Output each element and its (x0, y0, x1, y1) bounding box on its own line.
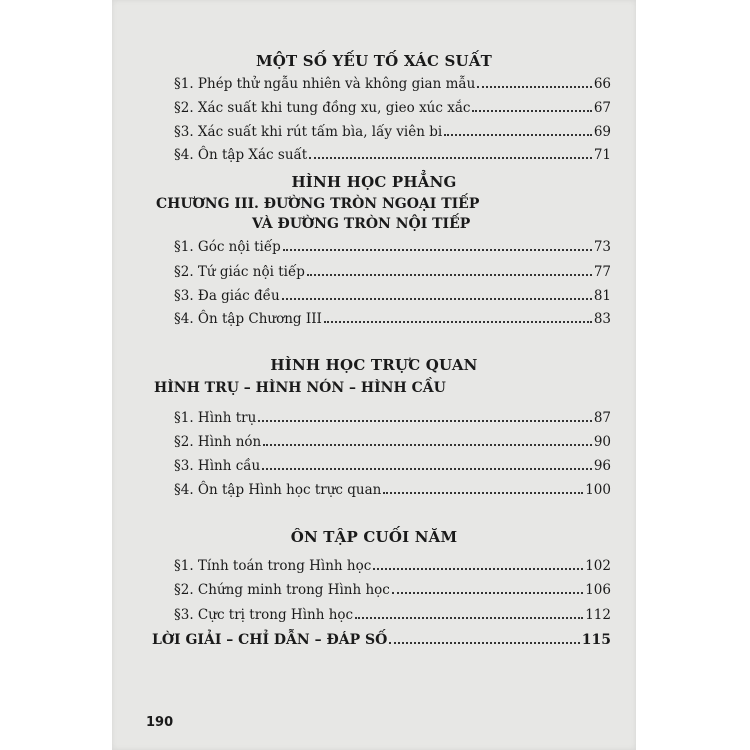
toc-entry-label: §3. Đa giác đều (174, 288, 280, 304)
toc-entry (174, 122, 611, 140)
toc-entry-label: §2. Xác suất khi tung đồng xu, gieo xúc xắc (174, 100, 471, 116)
toc-entry (174, 262, 611, 280)
toc-entry-label: §4. Ôn tập Xác suất (174, 147, 308, 163)
toc-entry-label: §2. Hình nón (174, 434, 262, 450)
leader-dots (383, 492, 583, 494)
leader-dots (282, 298, 592, 300)
toc-entry-page: 83 (593, 311, 611, 327)
leader-dots (258, 420, 592, 422)
leader-dots (472, 110, 591, 112)
chapter-heading-continued: VÀ ĐƯỜNG TRÒN NỘI TIẾP (252, 216, 471, 232)
toc-entry-page: 67 (593, 100, 611, 116)
toc-entry-page: 96 (593, 458, 611, 474)
leader-dots (355, 617, 583, 619)
toc-entry-label: §2. Chứng minh trong Hình học (174, 582, 390, 598)
toc-entry-label: §4. Ôn tập Chương III (174, 311, 322, 327)
toc-entry-label: LỜI GIẢI – CHỈ DẪN – ĐÁP SỐ (152, 632, 388, 648)
toc-entry (174, 74, 611, 92)
toc-entry (174, 580, 611, 598)
leader-dots (389, 642, 579, 644)
leader-dots (263, 444, 592, 446)
toc-entry-page: 115 (581, 632, 611, 648)
toc-entry-page: 73 (593, 239, 611, 255)
leader-dots (324, 321, 592, 323)
toc-entry (174, 556, 611, 574)
section-title-final-review: ÔN TẬP CUỐI NĂM (290, 528, 458, 546)
toc-entry-page: 81 (593, 288, 611, 304)
toc-entry (174, 286, 611, 304)
toc-entry-page: 112 (585, 607, 611, 623)
toc-entry (174, 309, 611, 327)
section-title-plane-geometry: HÌNH HỌC PHẲNG (291, 173, 457, 191)
section-title-visual-geometry: HÌNH HỌC TRỰC QUAN (270, 356, 478, 374)
toc-entry-answers (152, 630, 611, 648)
leader-dots (262, 468, 592, 470)
toc-entry-label: §2. Tứ giác nội tiếp (174, 264, 305, 280)
leader-dots (392, 592, 583, 594)
toc-entry-page: 77 (593, 264, 611, 280)
toc-entry-label: §3. Xác suất khi rút tấm bìa, lấy viên bi (174, 124, 443, 140)
section-title-probability: MỘT SỐ YẾU TỐ XÁC SUẤT (255, 52, 493, 70)
toc-entry-label: §3. Cực trị trong Hình học (174, 607, 354, 623)
toc-entry-page: 69 (593, 124, 611, 140)
toc-entry (174, 98, 611, 116)
toc-entry (174, 237, 611, 255)
toc-entry-label: §1. Hình trụ (174, 410, 257, 426)
chapter-heading: HÌNH TRỤ – HÌNH NÓN – HÌNH CẦU (154, 380, 446, 396)
toc-entry-page: 90 (593, 434, 611, 450)
leader-dots (444, 134, 592, 136)
toc-entry (174, 408, 611, 426)
toc-entry (174, 145, 611, 163)
toc-entry-label: §1. Tính toán trong Hình học (174, 558, 372, 574)
chapter-heading: CHƯƠNG III. ĐƯỜNG TRÒN NGOẠI TIẾP (156, 196, 480, 212)
toc-entry (174, 432, 611, 450)
toc-entry-page: 102 (585, 558, 611, 574)
toc-entry-label: §4. Ôn tập Hình học trực quan (174, 482, 382, 498)
leader-dots (309, 157, 592, 159)
toc-entry-page: 66 (593, 76, 611, 92)
toc-entry (174, 480, 611, 498)
toc-entry-label: §1. Góc nội tiếp (174, 239, 281, 255)
toc-entry-label: §3. Hình cầu (174, 458, 261, 474)
toc-entry-page: 87 (593, 410, 611, 426)
leader-dots (283, 249, 592, 251)
page-number: 190 (146, 715, 174, 730)
leader-dots (307, 274, 592, 276)
toc-entry-page: 100 (585, 482, 611, 498)
toc-entry-page: 106 (585, 582, 611, 598)
toc-entry-label: §1. Phép thử ngẫu nhiên và không gian mẫu (174, 76, 476, 92)
toc-entry (174, 605, 611, 623)
book-page (112, 0, 636, 750)
leader-dots (373, 568, 583, 570)
toc-entry (174, 456, 611, 474)
toc-entry-page: 71 (593, 147, 611, 163)
leader-dots (477, 86, 591, 88)
